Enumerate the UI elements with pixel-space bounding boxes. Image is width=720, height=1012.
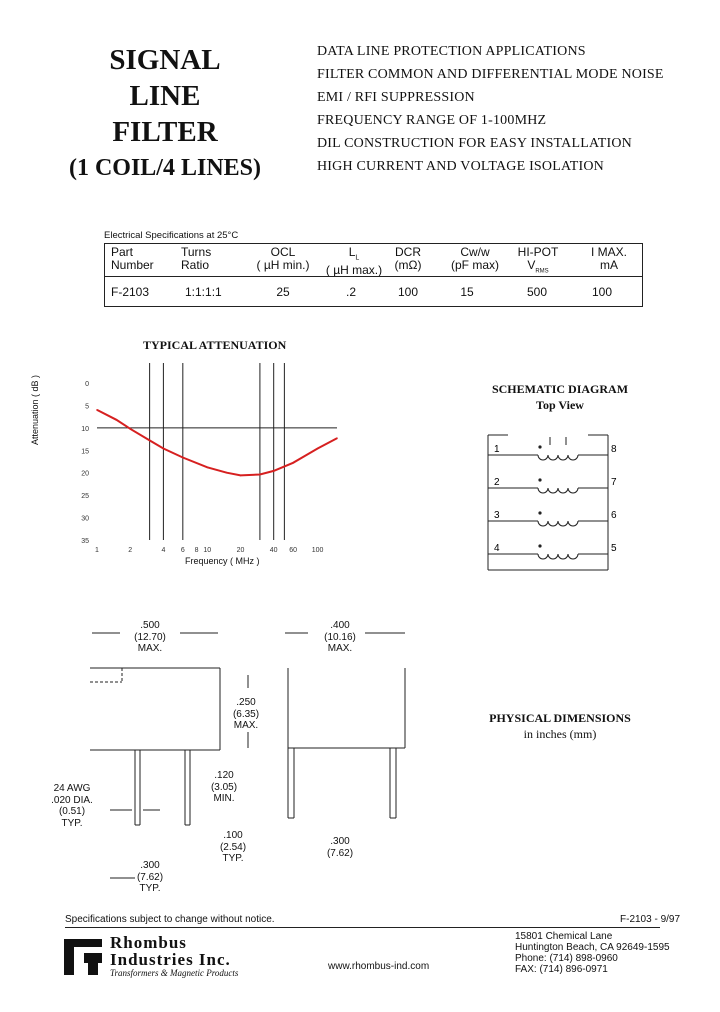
schematic-polarity-dot [538, 511, 541, 514]
dim-pitch: .100 (2.54) TYP. [219, 830, 247, 864]
feature-item: FILTER COMMON AND DIFFERENTIAL MODE NOISE [317, 67, 664, 82]
title-line-1: SIGNAL [109, 44, 221, 76]
chart-ytick-label: 20 [81, 470, 89, 478]
schematic-title: SCHEMATIC DIAGRAM [491, 382, 629, 396]
spec-cell: 100 [397, 285, 419, 299]
chart-xtick-label: 1 [95, 547, 99, 554]
chart-series-line [97, 410, 337, 476]
chart-xtick-label: 8 [194, 547, 199, 554]
spec-cell: 100 [591, 285, 613, 299]
schematic-pin-left: 2 [494, 477, 500, 488]
dimensions-units: in inches (mm) [523, 727, 597, 741]
chart-ytick-label: 15 [81, 448, 89, 456]
chart-data-point [240, 475, 242, 477]
chart-data-point [226, 472, 228, 474]
chart-xtick-label: 4 [161, 547, 166, 554]
schematic-pin-left: 1 [494, 444, 500, 455]
schematic-coil-winding [538, 554, 578, 559]
dim-height: .250 (6.35) MAX. [232, 697, 260, 731]
dim-row-spacing-right: .300 (7.62) [326, 836, 354, 859]
dimension-drawing [40, 620, 440, 910]
dimensions-label: PHYSICAL DIMENSIONS [489, 711, 631, 725]
chart-ytick-label: 35 [81, 538, 89, 545]
attenuation-chart [55, 350, 355, 570]
spec-header: OCL ( µH min.) [256, 245, 310, 272]
title-line-3: FILTER [112, 116, 218, 148]
title-line-2: LINE [129, 80, 201, 112]
schematic-pin-right: 5 [611, 543, 617, 554]
feature-item: DATA LINE PROTECTION APPLICATIONS [317, 44, 586, 59]
chart-ytick-label: 0 [85, 381, 89, 388]
spec-header: Part Number [111, 245, 154, 272]
spec-header: I MAX. mA [590, 245, 627, 272]
chart-data-point [96, 409, 98, 411]
chart-data-point [273, 470, 275, 472]
schematic-diagram [480, 425, 630, 580]
schematic-pin-left: 4 [494, 543, 500, 554]
footer-note: Specifications subject to change without notice. [65, 914, 275, 925]
feature-item: EMI / RFI SUPPRESSION [317, 90, 475, 105]
feature-item: HIGH CURRENT AND VOLTAGE ISOLATION [317, 159, 604, 174]
feature-item: FREQUENCY RANGE OF 1-100MHZ [317, 113, 547, 128]
spec-cell: 1:1:1:1 [185, 285, 222, 299]
website-link[interactable]: www.rhombus-ind.com [328, 961, 430, 972]
dim-width-left: .500 (12.70) MAX. [134, 620, 166, 654]
doc-id: F-2103 - 9/97 [620, 914, 681, 925]
chart-ytick-label: 10 [81, 425, 89, 433]
spec-cell: F-2103 [111, 285, 150, 299]
spec-cell: 15 [460, 285, 474, 299]
spec-table [104, 243, 643, 307]
schematic-pin-right: 6 [611, 510, 617, 521]
schematic-subtitle: Top View [536, 398, 584, 412]
spec-header: HI-POT $V_{RMS}$ [517, 245, 559, 275]
spec-header: Cw/w (pF max) [451, 245, 499, 272]
chart-xtick-label: 100 [311, 547, 324, 554]
chart-data-point [336, 437, 338, 439]
chart-xtick-label: 6 [180, 547, 185, 554]
chart-ytick-label: 5 [85, 403, 89, 411]
spec-cell: .2 [345, 285, 356, 299]
dim-row-spacing-left: .300 (7.62) TYP. [136, 860, 164, 894]
title-line-4: (1 COIL/4 LINES) [68, 155, 262, 181]
schematic-coil-winding [538, 488, 578, 493]
chart-data-point [292, 462, 294, 464]
chart-data-point [306, 454, 308, 456]
spec-cell: 500 [526, 285, 548, 299]
spec-header: Turns Ratio [181, 245, 212, 272]
chart-xtick-label: 2 [128, 547, 133, 554]
chart-data-point [149, 440, 151, 442]
spec-header: $L_L$ ( µH max.) [325, 245, 383, 278]
rhombus-logo [62, 935, 104, 977]
schematic-polarity-dot [538, 544, 541, 547]
spec-header: DCR (mΩ) [394, 245, 422, 272]
chart-xtick-label: 60 [289, 547, 298, 554]
company-name-2: Industries Inc. [110, 950, 231, 969]
chart-xtick-label: 10 [203, 547, 212, 554]
chart-title: TYPICAL ATTENUATION [143, 338, 287, 352]
chart-data-point [259, 474, 261, 476]
chart-ytick-label: 30 [81, 515, 89, 523]
schematic-pin-right: 8 [611, 444, 617, 455]
schematic-coil-winding [538, 521, 578, 526]
schematic-coil-winding [538, 455, 578, 460]
feature-item: DIL CONSTRUCTION FOR EASY INSTALLATION [317, 136, 632, 151]
chart-xtick-label: 20 [236, 547, 245, 554]
spec-caption: Electrical Specifications at 25°C [104, 230, 239, 241]
dim-lead-length: .120 (3.05) MIN. [210, 770, 238, 804]
schematic-polarity-dot [538, 478, 541, 481]
chart-xlabel: Frequency ( MHz ) [185, 556, 260, 566]
chart-data-point [206, 467, 208, 469]
chart-data-point [317, 448, 319, 450]
chart-ylabel: Attenuation ( dB ) [30, 374, 40, 445]
dim-width-right: .400 (10.16) MAX. [324, 620, 356, 654]
footer-divider [65, 927, 660, 928]
schematic-polarity-dot [538, 445, 541, 448]
company-name-1: Rhombus [110, 933, 187, 952]
chart-ytick-label: 25 [81, 493, 89, 501]
chart-xtick-label: 40 [269, 547, 278, 554]
chart-data-point [182, 457, 184, 459]
chart-data-point [129, 428, 131, 430]
dim-wire: 24 AWG .020 DIA. (0.51) TYP. [51, 783, 93, 829]
schematic-pin-right: 7 [611, 477, 617, 488]
address-block: 15801 Chemical Lane Huntington Beach, CA 92649-1595 Phone: (714) 898-0960 FAX: (714) 896-0971 [515, 931, 670, 975]
schematic-pin-left: 3 [494, 510, 500, 521]
chart-data-point [116, 419, 118, 421]
chart-data-point [163, 448, 165, 450]
company-tagline: Transformers & Magnetic Products [110, 968, 239, 978]
spec-cell: 25 [276, 285, 290, 299]
